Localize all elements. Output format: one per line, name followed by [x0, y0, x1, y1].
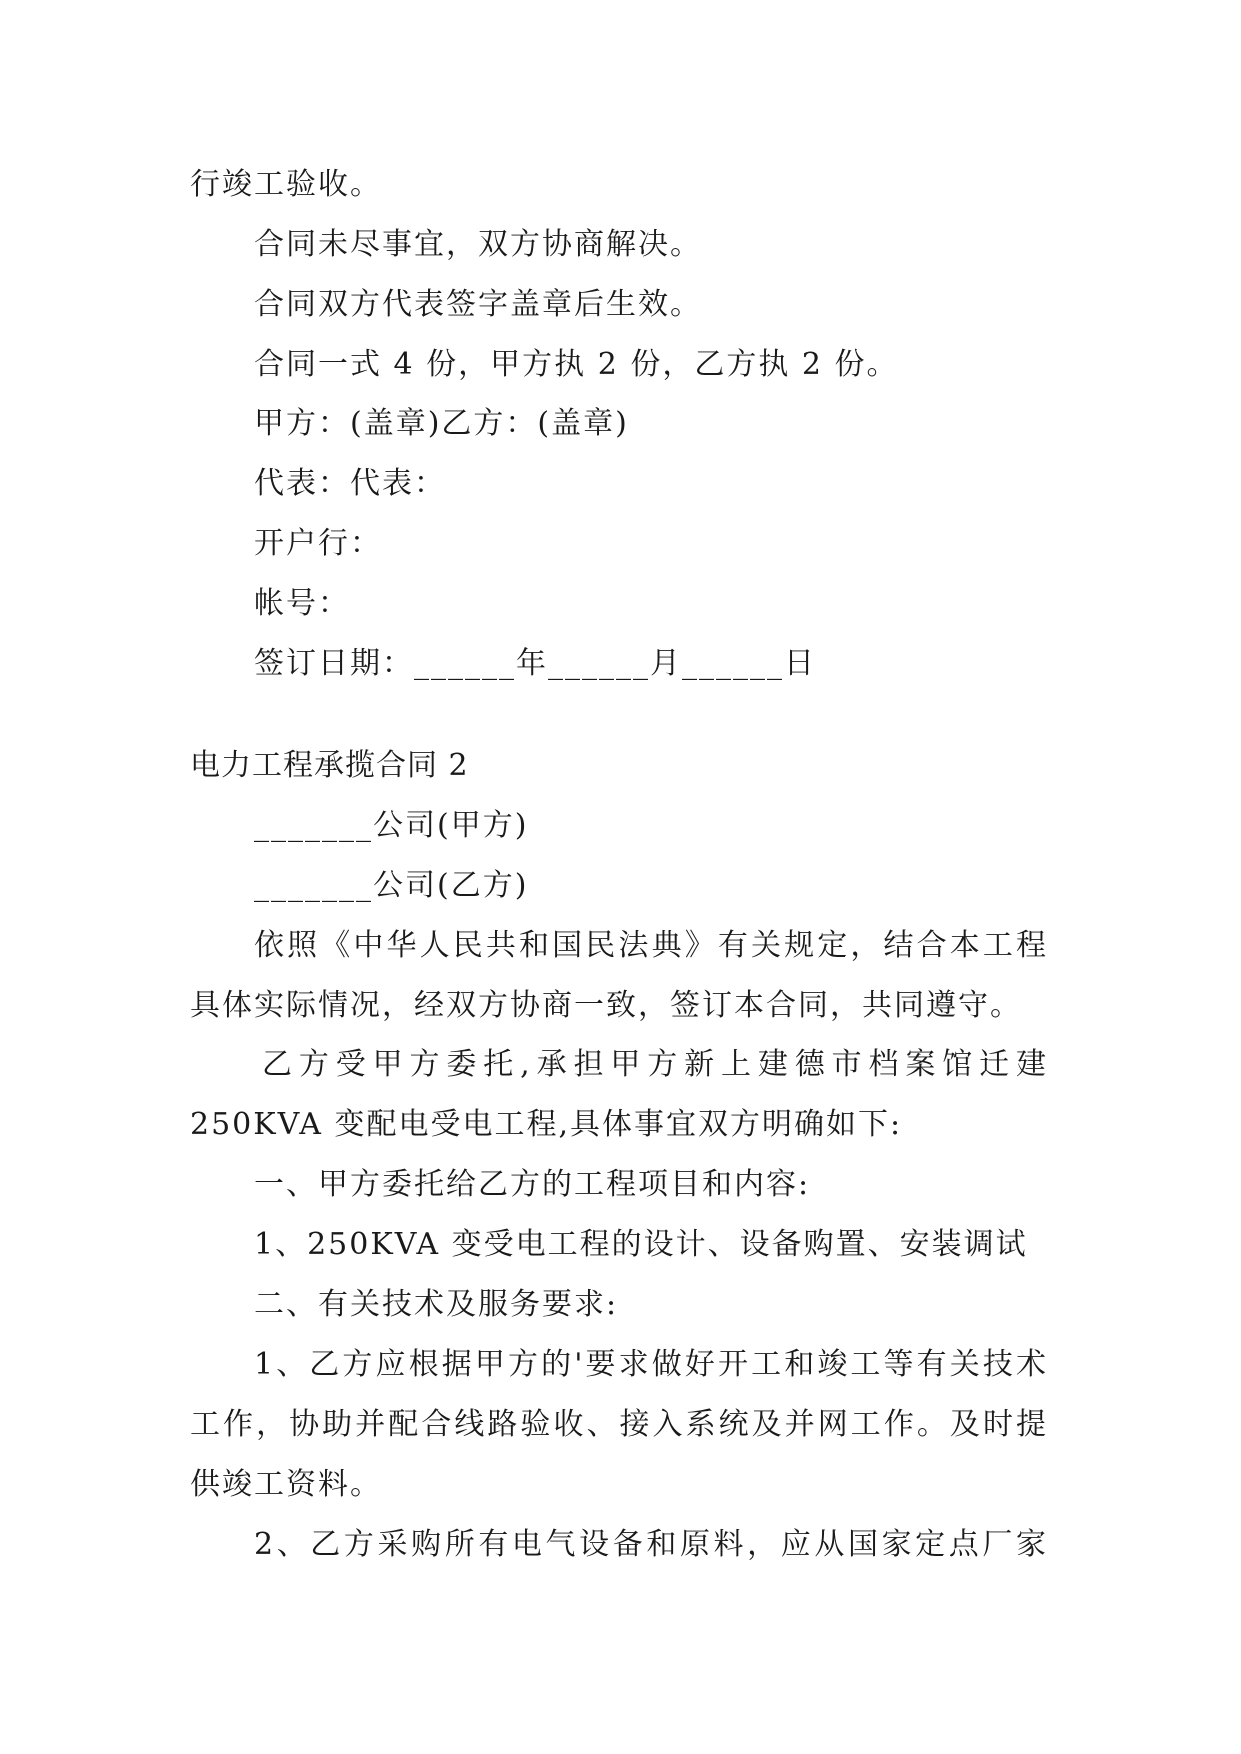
section-heading: 电力工程承揽合同 2 [190, 748, 469, 783]
text-line: 签订日期：______年______月______日 [254, 646, 816, 681]
text-line: 依照《中华人民共和国民法典》有关规定，结合本工程 [254, 928, 1048, 963]
text-line: _______公司(乙方) [254, 868, 529, 903]
text-line: 合同一式 4 份，甲方执 2 份，乙方执 2 份。 [254, 347, 899, 382]
text-line: 乙方受甲方委托,承担甲方新上建德市档案馆迁建 [262, 1047, 1048, 1082]
text-line: 2、乙方采购所有电气设备和原料，应从国家定点厂家 [254, 1527, 1048, 1562]
text-line: 二、有关技术及服务要求: [254, 1287, 619, 1322]
text-line: 一、甲方委托给乙方的工程项目和内容: [254, 1167, 811, 1202]
text-line: 具体实际情况，经双方协商一致，签订本合同，共同遵守。 [190, 988, 1022, 1023]
text-line: 代表：代表： [254, 466, 446, 501]
text-line: 供竣工资料。 [190, 1467, 382, 1502]
text-line: _______公司(甲方) [254, 808, 529, 843]
text-line: 帐号： [254, 586, 350, 621]
text-line: 开户行： [254, 526, 382, 561]
text-line: 1、乙方应根据甲方的'要求做好开工和竣工等有关技术 [254, 1347, 1048, 1382]
text-line: 甲方：(盖章)乙方：(盖章) [254, 406, 629, 441]
text-line: 合同双方代表签字盖章后生效。 [254, 287, 702, 322]
text-line: 工作，协助并配合线路验收、接入系统及并网工作。及时提 [190, 1407, 1048, 1442]
text-line: 行竣工验收。 [190, 167, 382, 202]
text-line: 合同未尽事宜，双方协商解决。 [254, 227, 702, 262]
text-line: 250KVA 变配电受电工程,具体事宜双方明确如下: [190, 1107, 903, 1142]
text-line: 1、250KVA 变受电工程的设计、设备购置、安装调试 [254, 1227, 1028, 1262]
